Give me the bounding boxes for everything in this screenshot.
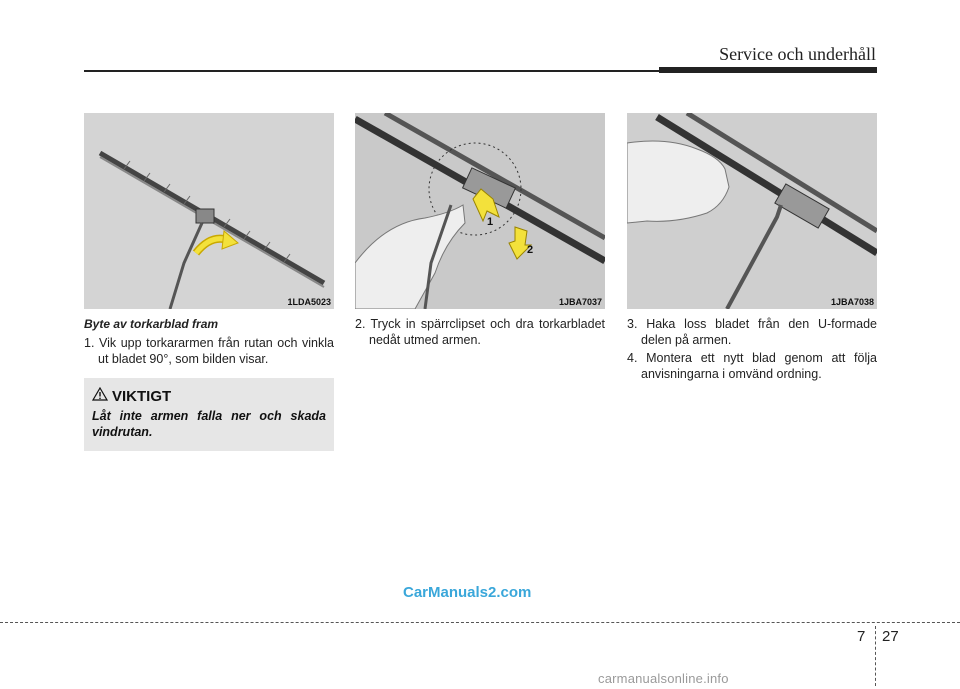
section-title: Service och underhåll: [719, 44, 876, 64]
step-3: [627, 316, 877, 348]
callout-2: 2: [527, 244, 534, 256]
figure-code: 1JBA7038: [830, 297, 874, 307]
step-4-text: 4. Montera ett nytt blad genom att följa anvisningarna i omvänd ordning.: [627, 351, 877, 381]
figure-code: 1LDA5023: [287, 297, 331, 307]
wiper-illustration-3: [627, 113, 877, 309]
wiper-illustration-1: [84, 113, 334, 309]
chapter-number: 7: [857, 628, 866, 645]
site-footer-link[interactable]: carmanualsonline.info: [598, 671, 729, 686]
figure-wiper-clip-release: [355, 113, 605, 309]
step-4: [627, 350, 877, 382]
warning-text: Låt inte armen falla ner och skada vindrutan.: [92, 409, 326, 439]
callout-1: 1: [487, 216, 494, 228]
page-number: 27: [882, 628, 899, 645]
step-2-text: 2. Tryck in spärrclipset och dra torkarbladet nedåt utmed armen.: [355, 317, 605, 347]
watermark-link[interactable]: CarManuals2.com: [403, 584, 532, 601]
wiper-illustration-2: [355, 113, 605, 309]
page-separator: [875, 626, 876, 686]
warning-box: [84, 378, 334, 451]
step-1: [84, 335, 334, 367]
step-1-text: 1. Vik upp torkararmen från rutan och vinkla ut bladet 90°, som bilden visar.: [84, 336, 334, 366]
procedure-caption: Byte av torkarblad fram: [84, 317, 219, 331]
figure-code: 1JBA7037: [558, 297, 602, 307]
figure-wiper-fold-up: [84, 113, 334, 309]
warning-title: VIKTIGT: [112, 388, 172, 405]
footer-rule: [0, 622, 960, 623]
warning-triangle-icon: [92, 387, 108, 401]
header-rule-thin: [84, 70, 659, 72]
header-rule-thick: [659, 67, 877, 73]
figure-wiper-unhook: [627, 113, 877, 309]
step-3-text: 3. Haka loss bladet från den U-formade delen på armen.: [627, 317, 877, 347]
step-2: [355, 316, 605, 348]
